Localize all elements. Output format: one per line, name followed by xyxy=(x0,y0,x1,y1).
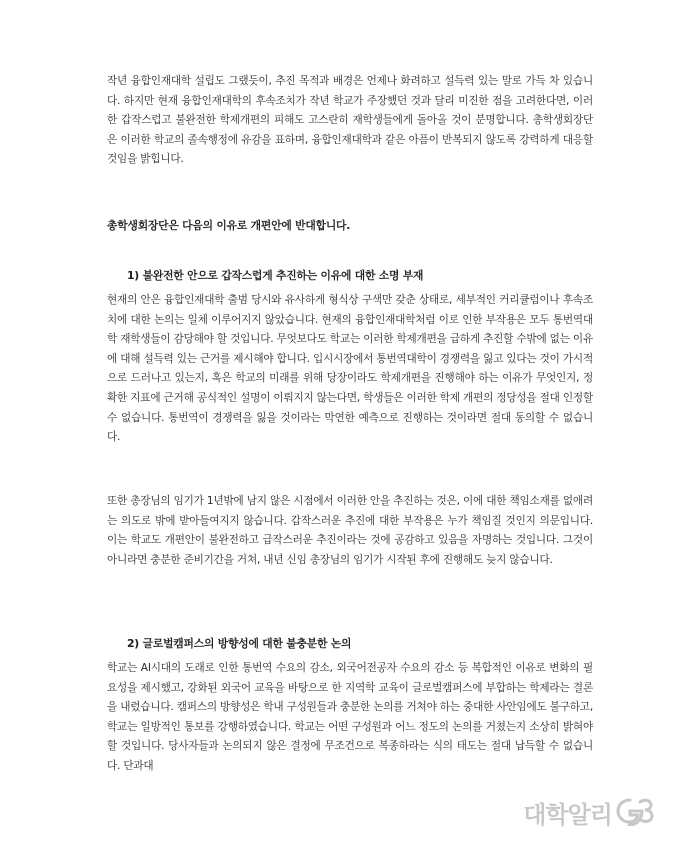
section-heading: 총학생회장단은 다음의 이유로 개편안에 반대합니다. xyxy=(107,219,351,232)
point2-title: 2) 글로벌캠퍼스의 방향성에 대한 불충분한 논의 xyxy=(127,637,352,650)
watermark-text: 대학알리 xyxy=(523,801,612,829)
point2-paragraph: 학교는 AI시대의 도래로 인한 통번역 수요의 감소, 외국어전공자 수요의 감소 등 복합적인 이유로 변화의 필요성을 제시했고, 강화된 외국어 교육을 바탕으로 한 지역학 교육이 글로벌캠퍼스에 부합하는 학제라는 결론을 내렸습니다. 캠퍼스의 방향성은 학내 구성원들과 충분한 논의를 거쳐야 하는 중대한 사안임에도 불구하고, 학교는 일방적인 통보를 강행하였습니다. 학교는 어떤 구성원과 어느 정도의 논의를 거쳤는지 소상히 밝혀야 할 것입니다. 당사자들과 논의되지 않은 결정에 무조건으로 복종하라는 식의 태도는 절대 납득할 수 없습니다. 단과대 xyxy=(107,662,593,772)
watermark xyxy=(523,795,654,830)
point1-paragraph-1: 현재의 안은 융합인재대학 출범 당시와 유사하게 형식상 구색만 갖춘 상태로, 세부적인 커리큘럼이나 후속조치에 대한 논의는 일체 이루어지지 않았습니다. 현재의 융합인재대학처럼 이로 인한 부작용은 모두 통번역대학 재학생들이 감당해야 할 것입니다. 무엇보다도 학교는 이러한 학제개편을 급하게 추진할 수밖에 없는 이유에 대해 설득력 있는 근거를 제시해야 합니다. 입시시장에서 통번역대학이 경쟁력을 잃고 있다는 것이 가시적으로 드러나고 있는지, 혹은 학교의 미래를 위해 당장이라도 학제개편을 진행해야 하는 이유가 무엇인지, 정확한 지표에 근거해 공식적인 설명이 이뤄지지 않는다면, 학생들은 이러한 학제 개편의 정당성을 절대 인정할 수 없습니다. 통번역이 경쟁력을 잃을 것이라는 막연한 예측으로 진행하는 것이라면 절대 동의할 수 없습니다. xyxy=(107,294,593,444)
intro-paragraph: 작년 융합인재대학 설립도 그랬듯이, 추진 목적과 배경은 언제나 화려하고 설득력 있는 말로 가득 차 있습니다. 하지만 현재 융합인재대학의 후속조치가 작년 학교가 주장했던 것과 달리 미진한 점을 고려한다면, 이러한 갑작스럽고 불완전한 학제개편의 피해도 고스란히 재학생들에게 돌아올 것이 분명합니다. 총학생회장단은 이러한 학교의 졸속행정에 유감을 표하며, 융합인재대학과 같은 아픔이 반복되지 않도록 강력하게 대응할 것임을 밝힙니다. xyxy=(107,75,593,166)
point1-title: 1) 불완전한 안으로 갑작스럽게 추진하는 이유에 대한 소명 부재 xyxy=(127,269,424,282)
point1-paragraph-2: 또한 총장님의 임기가 1년밖에 남지 않은 시점에서 이러한 안을 추진하는 것은, 이에 대한 책임소재를 없애려는 의도로 밖에 받아들여지지 않습니다. 갑작스러운 추진에 대한 부작용은 누가 책임질 것인지 의문입니다. 이는 학교도 개편안이 불완전하고 급작스러운 추진이라는 것에 공감하고 있음을 자명하는 것입니다. 그것이 아니라면 충분한 준비기간을 거쳐, 내년 신임 총장님의 임기가 시작된 후에 진행해도 늦지 않습니다. xyxy=(107,495,593,566)
daehak-alli-logo-icon xyxy=(616,796,654,830)
